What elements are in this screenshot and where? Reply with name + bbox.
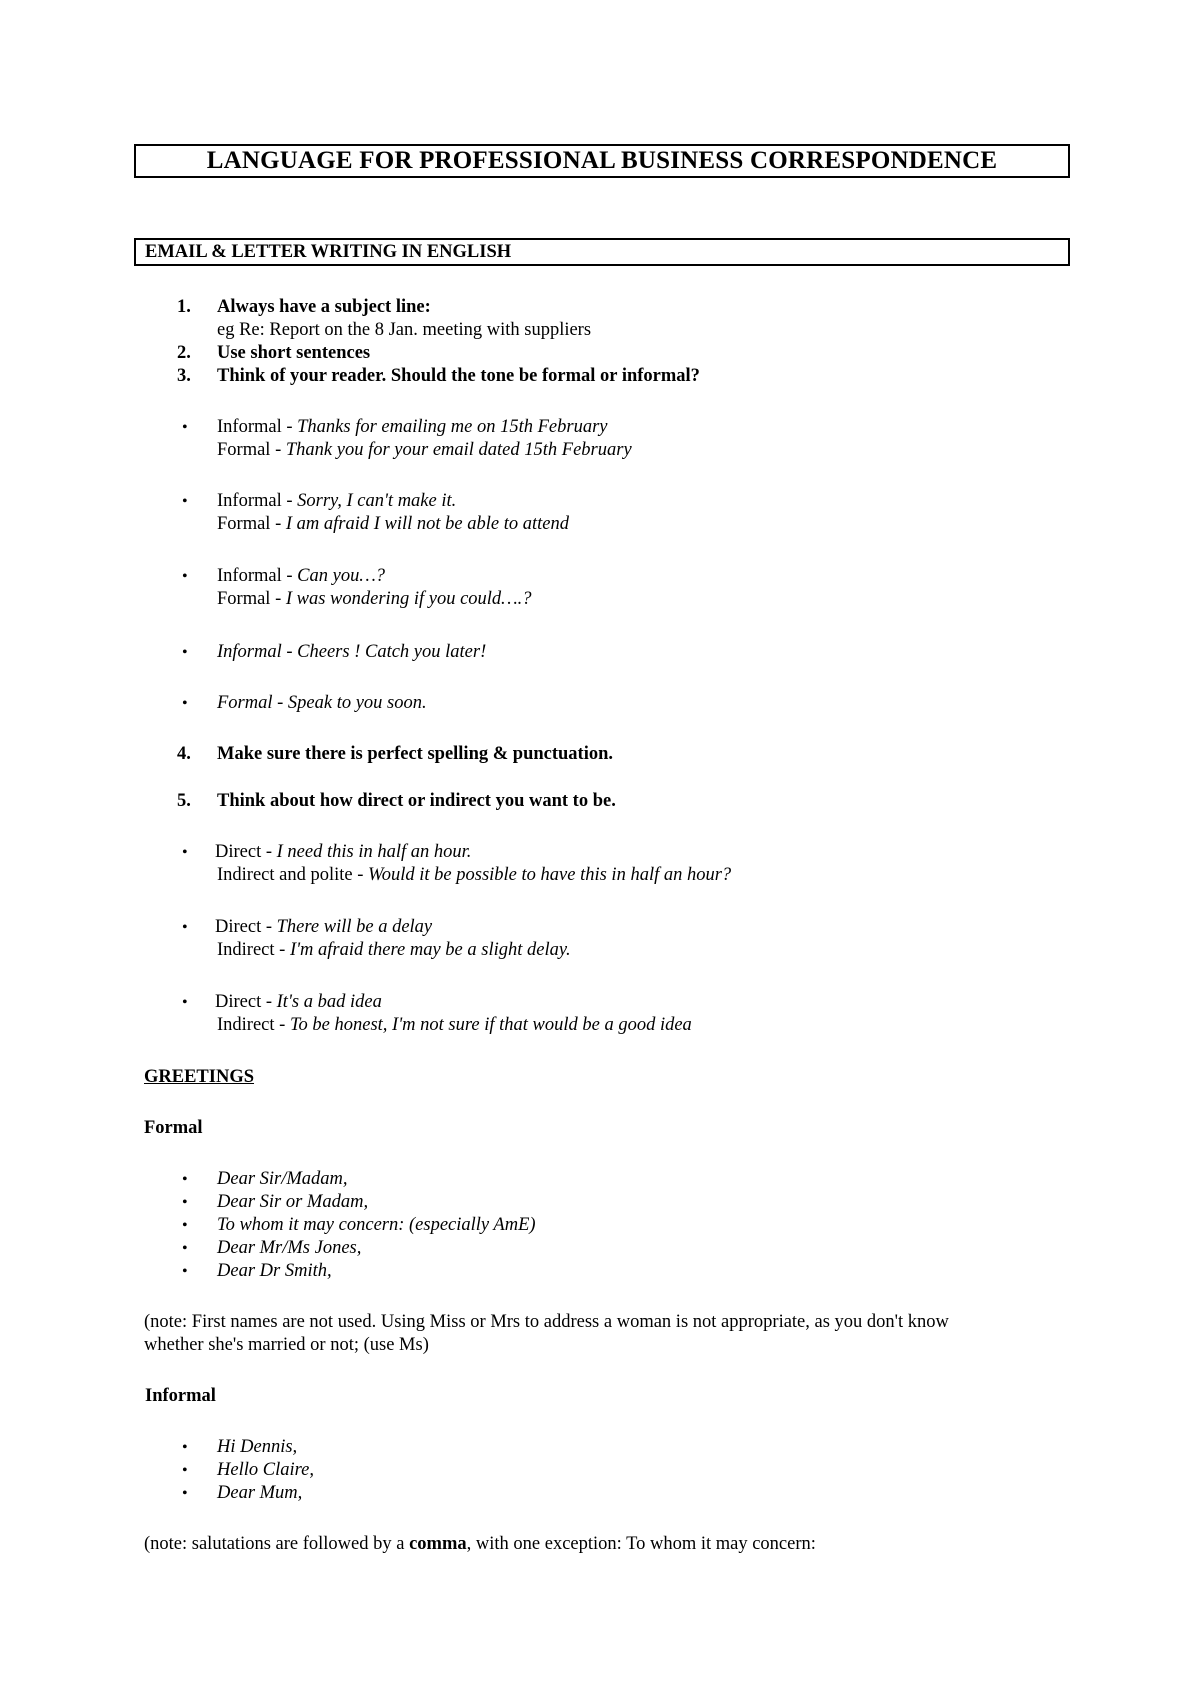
example-label: Formal - [217, 440, 286, 460]
greeting-item: Dear Sir or Madam, [217, 1192, 369, 1212]
document-title: LANGUAGE FOR PROFESSIONAL BUSINESS CORRESPONDENCE [134, 144, 1070, 178]
example-phrase: I need this in half an hour. [276, 842, 472, 862]
example-phrase: Thank you for your email dated 15th February [285, 440, 632, 460]
rule-number: 3. [177, 366, 191, 386]
example-line [217, 1014, 692, 1037]
example-phrase: Can you…? [297, 566, 386, 586]
example-phrase: Informal - Cheers ! Catch you later! [217, 642, 487, 662]
rule-text: Use short sentences [217, 343, 371, 363]
rule-number: 5. [177, 791, 191, 811]
example-phrase: Would it be possible to have this in half an hour? [368, 865, 732, 885]
example-line [217, 439, 632, 462]
formal-note: whether she's married or not; (use Ms) [144, 1335, 429, 1355]
salutation-note-text: , with one exception: To whom it may concern: [466, 1534, 816, 1554]
bullet-icon: • [182, 1171, 188, 1188]
example-line [217, 490, 456, 513]
example-label: Indirect - [217, 940, 290, 960]
example-label: Direct - [215, 992, 277, 1012]
bullet-icon: • [182, 1485, 188, 1502]
bullet-icon: • [182, 1240, 188, 1257]
rule-example: eg Re: Report on the 8 Jan. meeting with suppliers [217, 320, 592, 340]
example-line [215, 916, 432, 939]
salutation-note-emphasis: comma [409, 1534, 467, 1554]
example-phrase: There will be a delay [276, 917, 433, 937]
example-phrase: I was wondering if you could….? [285, 589, 532, 609]
example-line [215, 841, 471, 864]
bullet-icon: • [182, 419, 188, 436]
example-label: Direct - [215, 917, 277, 937]
bullet-icon: • [182, 1194, 188, 1211]
example-phrase: Formal - Speak to you soon. [217, 693, 427, 713]
example-phrase: I'm afraid there may be a slight delay. [289, 940, 571, 960]
greeting-item: Dear Dr Smith, [217, 1261, 332, 1281]
informal-heading: Informal [145, 1386, 216, 1406]
rule-text: Think about how direct or indirect you want to be. [217, 791, 616, 811]
example-label: Informal - [217, 417, 298, 437]
greetings-heading: GREETINGS [144, 1067, 255, 1087]
example-label: Indirect and polite - [217, 865, 369, 885]
bullet-icon: • [182, 1462, 188, 1479]
example-phrase: Thanks for emailing me on 15th February [297, 417, 608, 437]
example-label: Formal - [217, 589, 286, 609]
salutation-note-text: (note: salutations are followed by a [144, 1534, 410, 1554]
example-line [217, 939, 571, 962]
rule-number: 2. [177, 343, 191, 363]
example-line [217, 588, 532, 611]
example-label: Formal - [217, 514, 286, 534]
rule-text: Think of your reader. Should the tone be formal or informal? [217, 366, 700, 386]
bullet-icon: • [182, 568, 188, 585]
example-phrase: Sorry, I can't make it. [297, 491, 457, 511]
bullet-icon: • [182, 1439, 188, 1456]
formal-note: (note: First names are not used. Using Miss or Mrs to address a woman is not appropriate, as you don't know [144, 1312, 949, 1332]
rule-number: 4. [177, 744, 191, 764]
salutation-note [144, 1533, 816, 1556]
example-phrase: I am afraid I will not be able to attend [285, 514, 569, 534]
example-label: Direct - [215, 842, 277, 862]
section-heading: EMAIL & LETTER WRITING IN ENGLISH [134, 238, 1070, 266]
example-line [217, 416, 608, 439]
bullet-icon: • [182, 919, 188, 936]
bullet-icon: • [182, 844, 188, 861]
bullet-icon: • [182, 695, 188, 712]
example-line [215, 991, 382, 1014]
rule-text: Always have a subject line: [217, 297, 431, 317]
bullet-icon: • [182, 994, 188, 1011]
bullet-icon: • [182, 493, 188, 510]
bullet-icon: • [182, 1263, 188, 1280]
example-line [217, 565, 385, 588]
greeting-item: Hi Dennis, [217, 1437, 298, 1457]
example-label: Informal - [217, 566, 298, 586]
example-label: Indirect - [217, 1015, 290, 1035]
example-line [217, 513, 569, 536]
example-phrase: To be honest, I'm not sure if that would be a good idea [289, 1015, 692, 1035]
greeting-item: Hello Claire, [217, 1460, 314, 1480]
bullet-icon: • [182, 1217, 188, 1234]
bullet-icon: • [182, 644, 188, 661]
example-label: Informal - [217, 491, 298, 511]
example-phrase: It's a bad idea [276, 992, 382, 1012]
greeting-item: To whom it may concern: (especially AmE) [217, 1215, 536, 1235]
rule-number: 1. [177, 297, 191, 317]
greeting-item: Dear Mum, [217, 1483, 303, 1503]
example-line [217, 864, 731, 887]
greeting-item: Dear Mr/Ms Jones, [217, 1238, 362, 1258]
rule-text: Make sure there is perfect spelling & punctuation. [217, 744, 614, 764]
greeting-item: Dear Sir/Madam, [217, 1169, 348, 1189]
formal-heading: Formal [144, 1118, 203, 1138]
